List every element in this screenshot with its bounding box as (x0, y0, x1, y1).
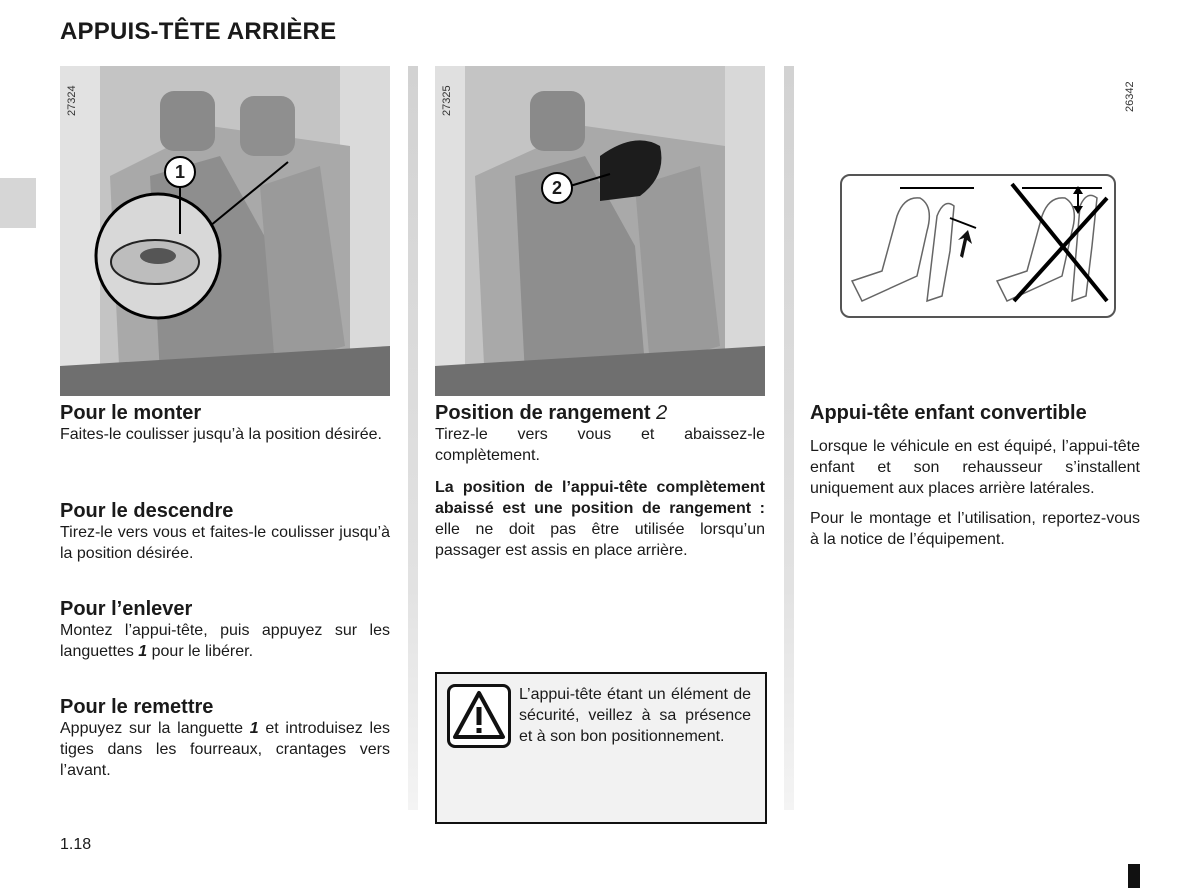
figure-code: 26342 (1124, 81, 1136, 112)
warning-text: L’appui-tête étant un élément de sécurité, veillez à sa présence et à son bon positionnement. (519, 686, 751, 745)
warning-rest: elle ne doit pas être utilisée lorsqu’un passager est assis en place arrière. (435, 521, 765, 559)
figure-3-child-headrest-diagram (840, 174, 1116, 318)
page-edge-marker (1128, 864, 1140, 888)
safety-warning-box (435, 672, 767, 824)
column-divider (784, 66, 794, 810)
section-title: Appui-tête enfant convertible (810, 402, 1087, 424)
figure-code: 27325 (441, 85, 453, 116)
section-body: Tirez-le vers vous et abaissez-le complètement. (435, 426, 765, 464)
reference-number: 1 (249, 720, 259, 737)
section-title: Pour l’enlever (60, 598, 193, 620)
figure-code: 27324 (66, 85, 78, 116)
body-text: et introduisez les tiges dans les fourreaux, crantages vers l’avant. (60, 720, 390, 779)
storage-warning-text (435, 477, 765, 561)
section-title (435, 402, 765, 424)
body-text: Appuyez sur la languette (60, 720, 250, 737)
section-body: Faites-le coulisser jusqu’à la position désirée. (60, 426, 382, 443)
page-title: APPUIS-TÊTE ARRIÈRE (60, 18, 337, 45)
warning-triangle-icon (447, 684, 511, 748)
figure-2-stowed-headrest-photo (435, 66, 765, 396)
title-text: Position de rangement (435, 402, 657, 424)
up-arrow-icon (958, 230, 972, 258)
section-title: Pour le remettre (60, 696, 214, 718)
section-body: Lorsque le véhicule en est équipé, l’appui-tête enfant et son rehausseur s’installent uniquement aux places arrière latérales. (810, 438, 1140, 497)
chapter-tab (0, 178, 36, 228)
body-text: Montez l’appui-tête, puis appuyez sur les languettes (60, 622, 390, 660)
figure-1-rear-seat-photo (60, 66, 390, 396)
section-body (60, 718, 390, 781)
section-title: Pour le descendre (60, 500, 234, 522)
reference-number: 2 (656, 402, 668, 424)
callout-2-icon: 2 (541, 172, 573, 204)
column-divider (408, 66, 418, 810)
section-body: Tirez-le vers vous et faites-le coulisser jusqu’à la position désirée. (60, 524, 390, 562)
body-text: pour le libérer. (147, 643, 254, 660)
warning-bold: La position de l’appui-tête complètement abaissé est une position de rangement : (435, 479, 765, 517)
page-number: 1.18 (60, 836, 92, 853)
section-title: Pour le monter (60, 402, 202, 424)
callout-1-icon: 1 (164, 156, 196, 188)
section-body (60, 620, 390, 662)
section-body: Pour le montage et l’utilisation, reportez-vous à la notice de l’équipement. (810, 510, 1140, 548)
reference-number: 1 (138, 643, 148, 660)
